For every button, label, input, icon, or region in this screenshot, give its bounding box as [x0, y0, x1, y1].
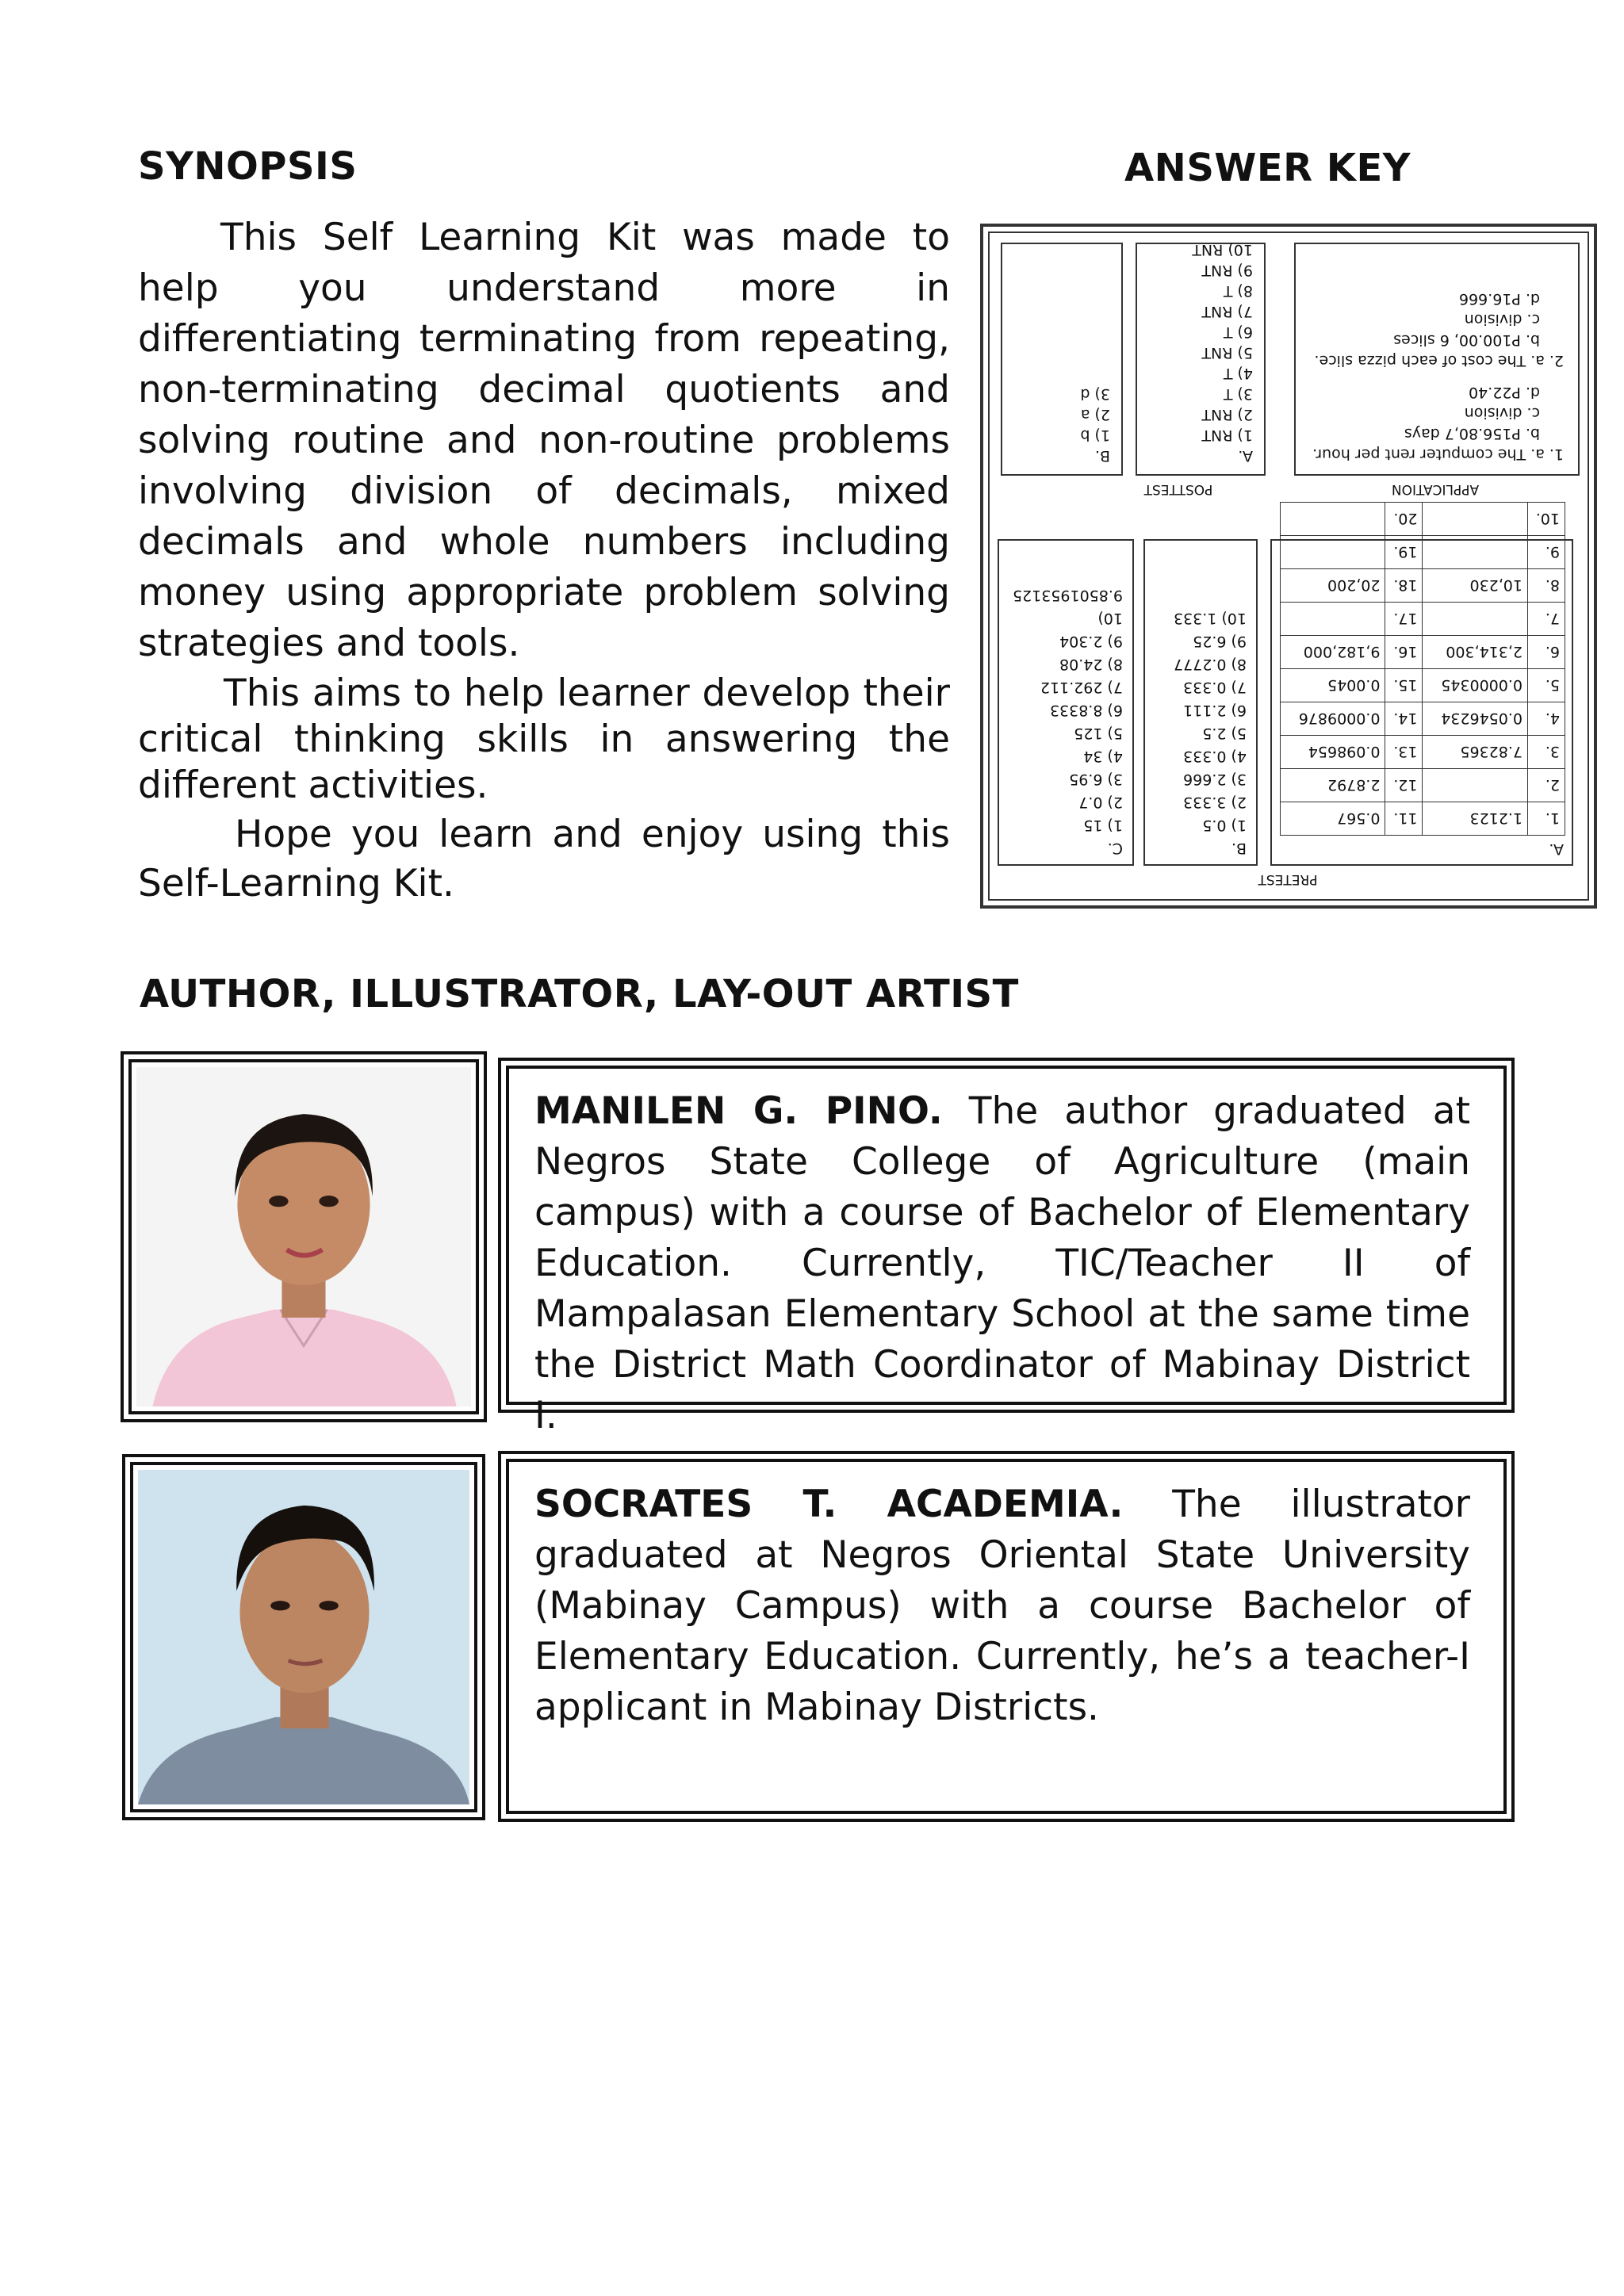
- pretest-b-item: 9) 6.25: [1193, 633, 1247, 650]
- pretest-a-cell: 20.: [1385, 503, 1423, 536]
- application-label: APPLICATION: [1391, 481, 1480, 497]
- posttest-b-item: 1) b: [1080, 427, 1110, 444]
- application-line: b. P156.80,7 days: [1404, 425, 1540, 442]
- pretest-a-row: [1281, 636, 1565, 669]
- synopsis-paragraph-1: This Self Learning Kit was made to help you understand more in differentiating terminating from repeating, non-terminating decimal quotients and solving routine and non-routine problems involving division of decimals, mixed decimals and whole numbers including money using appropriate problem solving strategies and tools.: [138, 216, 950, 665]
- pretest-label: PRETEST: [1258, 871, 1318, 887]
- pretest-b-item: 10) 1.333: [1173, 610, 1247, 627]
- pretest-b-item: 1) 0.5: [1202, 817, 1247, 834]
- posttest-a-item: 5) RNT: [1201, 344, 1253, 362]
- pretest-a-cell: 4.: [1528, 702, 1565, 736]
- posttest-a-box: [1136, 243, 1266, 476]
- pretest-c-item: 3) 6.95: [1069, 771, 1123, 788]
- pretest-a-cell: 9.: [1528, 536, 1565, 569]
- pretest-b-label: B.: [1231, 840, 1247, 857]
- posttest-b-box: [1001, 243, 1123, 476]
- posttest-label: POSTTEST: [1143, 481, 1213, 497]
- pretest-a-cell: 0.0009876: [1281, 702, 1386, 736]
- posttest-a-item: 6) T: [1223, 323, 1253, 341]
- posttest-a-label: A.: [1238, 447, 1253, 465]
- posttest-a-item: 7) RNT: [1201, 303, 1253, 320]
- pretest-a-cell: [1423, 769, 1528, 802]
- illustrator-photo: [138, 1470, 469, 1804]
- pretest-a-row: [1281, 669, 1565, 702]
- posttest-b-item: 3) d: [1080, 385, 1110, 403]
- pretest-a-box: [1270, 510, 1573, 866]
- pretest-a-cell: 10.: [1528, 503, 1565, 536]
- pretest-a-cell: 5.: [1528, 669, 1565, 702]
- pretest-a-row: [1281, 769, 1565, 802]
- pretest-a-cell: 0.567: [1281, 802, 1386, 836]
- pretest-a-cell: [1423, 503, 1528, 536]
- synopsis-paragraph-2: This aims to help learner develop their critical thinking skills in answering the different activities.: [138, 672, 950, 807]
- pretest-a-cell: [1281, 603, 1386, 636]
- answer-key-heading: ANSWER KEY: [1124, 146, 1411, 190]
- pretest-b-item: 7) 0.333: [1183, 679, 1247, 696]
- pretest-a-cell: 1.: [1528, 802, 1565, 836]
- pretest-a-cell: 2,314,300: [1423, 636, 1528, 669]
- synopsis-body: [138, 212, 950, 909]
- pretest-b-item: 6) 2.111: [1183, 702, 1247, 719]
- pretest-a-row: [1281, 569, 1565, 603]
- pretest-b-item: 8) 0.2777: [1173, 656, 1247, 673]
- application-box: [1294, 243, 1580, 476]
- pretest-a-cell: [1423, 536, 1528, 569]
- pretest-a-cell: 2.: [1528, 769, 1565, 802]
- pretest-a-cell: 9,182,000: [1281, 636, 1386, 669]
- pretest-a-cell: 7.82365: [1423, 736, 1528, 769]
- pretest-b-item: 5) 2.5: [1202, 725, 1247, 742]
- pretest-a-cell: 11.: [1385, 802, 1423, 836]
- pretest-c-item: 4) 34: [1083, 748, 1123, 765]
- posttest-a-item: 10) RNT: [1192, 241, 1253, 258]
- application-line: b. P100.00, 6 slices: [1393, 331, 1540, 349]
- pretest-a-cell: 6.: [1528, 636, 1565, 669]
- application-line: 2. a. The cost of each pizza slice.: [1314, 352, 1564, 369]
- illustrator-bio: [534, 1479, 1470, 1733]
- pretest-a-cell: 15.: [1385, 669, 1423, 702]
- pretest-a-cell: 12.: [1385, 769, 1423, 802]
- pretest-c-item: 10) 9.8501953125: [1012, 587, 1123, 627]
- authors-heading: AUTHOR, ILLUSTRATOR, LAY-OUT ARTIST: [140, 972, 1019, 1016]
- posttest-a-item: 8) T: [1223, 282, 1253, 300]
- pretest-a-row: [1281, 702, 1565, 736]
- pretest-a-row: [1281, 536, 1565, 569]
- application-line: 1. a. The computer rent per hour.: [1312, 446, 1564, 463]
- pretest-a-row: [1281, 736, 1565, 769]
- illustrator-name: SOCRATES T. ACADEMIA.: [534, 1483, 1124, 1526]
- pretest-c-label: C.: [1107, 840, 1123, 857]
- pretest-a-cell: 13.: [1385, 736, 1423, 769]
- pretest-a-table: [1280, 502, 1565, 836]
- posttest-b-label: B.: [1094, 447, 1110, 465]
- pretest-section: [994, 510, 1581, 894]
- pretest-a-cell: 18.: [1385, 569, 1423, 603]
- author-photo: [136, 1067, 471, 1406]
- pretest-b-item: 4) 0.333: [1183, 748, 1247, 765]
- pretest-c-item: 2) 0.7: [1078, 794, 1123, 811]
- pretest-a-cell: 16.: [1385, 636, 1423, 669]
- pretest-a-cell: 1.2123: [1423, 802, 1528, 836]
- pretest-a-row: [1281, 503, 1565, 536]
- pretest-a-cell: 17.: [1385, 603, 1423, 636]
- pretest-a-label: A.: [1549, 840, 1564, 858]
- pretest-a-cell: 10,230: [1423, 569, 1528, 603]
- pretest-a-cell: 0.098654: [1281, 736, 1386, 769]
- author-portrait-image: [136, 1067, 471, 1406]
- application-line: c. division: [1464, 404, 1540, 422]
- posttest-a-item: 3) T: [1223, 385, 1253, 403]
- pretest-a-cell: 2.8792: [1281, 769, 1386, 802]
- illustrator-bio-text: The illustrator graduated at Negros Oriental State University (Mabinay Campus) with a course Bachelor of Elementary Education. Currently, he’s a teacher-I applicant in Mabinay Districts.: [534, 1483, 1470, 1729]
- posttest-a-item: 4) T: [1223, 365, 1253, 382]
- pretest-a-row: [1281, 603, 1565, 636]
- pretest-c-item: 7) 292.112: [1040, 679, 1123, 696]
- author-bio-text: The author graduated at Negros State College of Agriculture (main campus) with a course of Bachelor of Elementary Education. Currently, TIC/Teacher II of Mampalasan Elementary School at the same time the District Math Coordinator of Mabinay District I.: [534, 1089, 1470, 1437]
- pretest-a-cell: [1423, 603, 1528, 636]
- synopsis-heading: SYNOPSIS: [138, 144, 358, 189]
- pretest-a-cell: 19.: [1385, 536, 1423, 569]
- author-bio: [534, 1086, 1470, 1441]
- pretest-c-item: 6) 8.8333: [1049, 702, 1123, 719]
- pretest-b-box: [1143, 539, 1258, 866]
- pretest-b-item: 3) 2.666: [1183, 771, 1247, 788]
- application-line: d. P16.666: [1458, 290, 1540, 308]
- pretest-a-cell: 20,200: [1281, 569, 1386, 603]
- pretest-c-item: 8) 24.08: [1059, 656, 1123, 673]
- application-line: c. division: [1464, 311, 1540, 328]
- pretest-a-cell: 0.0045: [1281, 669, 1386, 702]
- author-name: MANILEN G. PINO.: [534, 1089, 943, 1133]
- pretest-a-cell: 0.0000345: [1423, 669, 1528, 702]
- pretest-c-item: 9) 2.304: [1059, 633, 1123, 650]
- pretest-c-item: 5) 125: [1074, 725, 1123, 742]
- pretest-a-cell: 8.: [1528, 569, 1565, 603]
- author-photo-frame: [121, 1051, 487, 1422]
- posttest-b-item: 2) a: [1080, 406, 1110, 423]
- application-line: d. P22.40: [1469, 384, 1540, 401]
- pretest-c-box: [998, 539, 1134, 866]
- illustrator-photo-frame: [122, 1454, 485, 1820]
- pretest-a-cell: [1281, 536, 1386, 569]
- pretest-b-item: 2) 3.333: [1183, 794, 1247, 811]
- illustrator-bio-frame: [498, 1451, 1515, 1822]
- pretest-a-cell: 7.: [1528, 603, 1565, 636]
- illustrator-portrait-image: [138, 1470, 469, 1804]
- synopsis-paragraph-3: Hope you learn and enjoy using this Self-Learning Kit.: [138, 813, 950, 905]
- posttest-a-item: 1) RNT: [1201, 427, 1253, 444]
- posttest-a-item: 9) RNT: [1201, 262, 1253, 279]
- answer-key-image: [980, 224, 1597, 909]
- posttest-a-item: 2) RNT: [1201, 406, 1253, 423]
- pretest-c-item: 1) 15: [1083, 817, 1123, 834]
- author-bio-frame: [498, 1058, 1515, 1437]
- pretest-a-cell: 14.: [1385, 702, 1423, 736]
- pretest-a-cell: 0.0546234: [1423, 702, 1528, 736]
- pretest-a-cell: 3.: [1528, 736, 1565, 769]
- pretest-a-row: [1281, 802, 1565, 836]
- pretest-a-cell: [1281, 503, 1386, 536]
